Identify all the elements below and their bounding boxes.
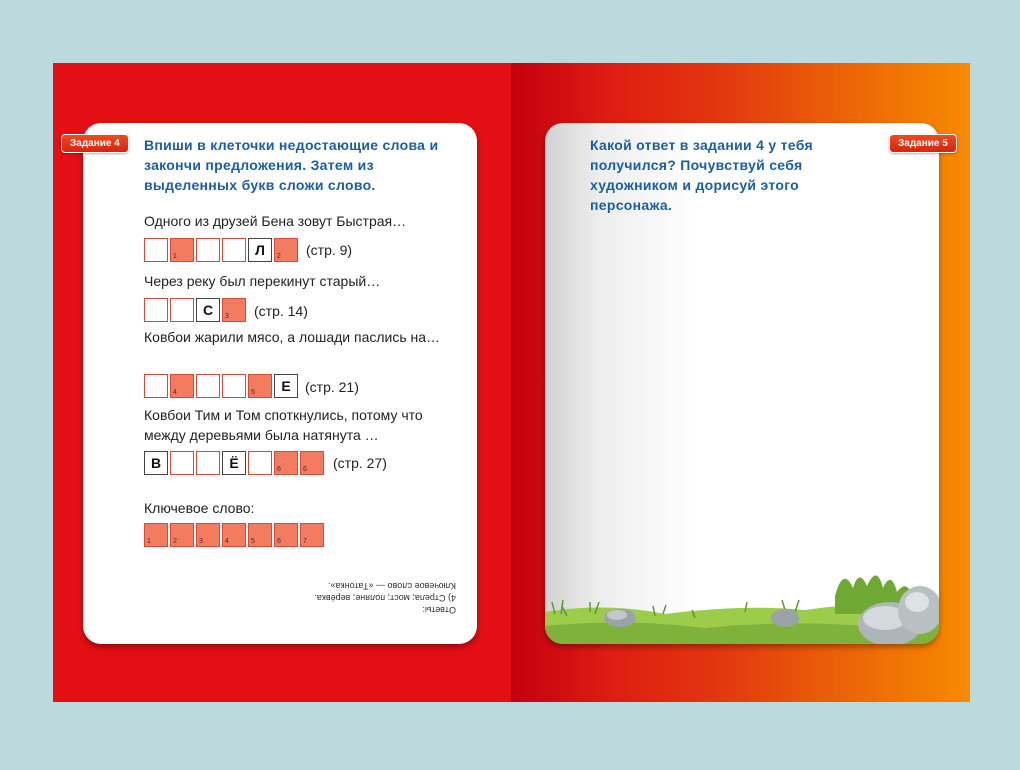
answer-cell[interactable] — [300, 451, 324, 475]
task-4-heading: Впиши в клеточки недостающие слова и закончи предложения. Затем из выделенных букв сложи слово. — [144, 137, 439, 193]
cell-number: 6 — [303, 466, 307, 473]
answer-cell — [196, 298, 220, 322]
answer-cell[interactable] — [144, 374, 168, 398]
cell-number: 2 — [277, 253, 281, 260]
page-ref-1: (стр. 9) — [306, 242, 353, 258]
answer-cell — [248, 238, 272, 262]
answer-cell[interactable] — [170, 374, 194, 398]
answer-cell[interactable] — [274, 451, 298, 475]
cell-number: 3 — [225, 313, 229, 320]
answer-cell[interactable] — [274, 238, 298, 262]
answer-cell[interactable] — [222, 374, 246, 398]
cell-letter: В — [150, 455, 162, 471]
answers-heading: Ответы: — [422, 605, 456, 615]
answer-boxes-3[interactable] — [144, 374, 300, 398]
task-5-heading: Какой ответ в задании 4 у тебя получился? Почувствуй себя художником и дорисуй этого персонажа. — [590, 137, 813, 213]
answers-keyword: Ключевое слово — «Татонка». — [327, 581, 456, 591]
task-4-tag: Задание 4 — [61, 134, 129, 153]
cell-number: 7 — [303, 538, 307, 545]
cell-number: 4 — [225, 538, 229, 545]
grass-rocks-illustration — [545, 574, 939, 644]
task-4-prompt-4: Ковбои Тим и Том споткнулись, потому что между деревьями была натянута … — [144, 407, 423, 443]
keyword-cell[interactable] — [248, 523, 272, 547]
cell-letter: Ё — [229, 455, 239, 471]
cell-number: 6 — [277, 538, 281, 545]
cell-number: 5 — [251, 538, 255, 545]
task-4-prompt-2: Через реку был перекинут старый… — [144, 273, 381, 289]
page-ref-2: (стр. 14) — [254, 303, 308, 319]
answers-line: 4) Стрела; мост; поляне; верёвка. — [314, 593, 456, 603]
answer-cell[interactable] — [144, 238, 168, 262]
answer-cell — [274, 374, 298, 398]
cell-number: 1 — [173, 253, 177, 260]
answer-cell[interactable] — [248, 451, 272, 475]
keyword-label: Ключевое слово: — [144, 500, 255, 516]
answer-cell[interactable] — [144, 298, 168, 322]
answer-boxes-1[interactable] — [144, 238, 300, 262]
cell-letter: Л — [255, 242, 265, 258]
cell-number: 2 — [173, 538, 177, 545]
answer-cell[interactable] — [222, 238, 246, 262]
answer-cell[interactable] — [196, 238, 220, 262]
answers-upside-down — [296, 580, 456, 616]
page-ref-3: (стр. 21) — [305, 379, 359, 395]
answer-cell[interactable] — [170, 298, 194, 322]
cell-number: 6 — [277, 466, 281, 473]
cell-letter: Е — [281, 378, 291, 394]
keyword-cell[interactable] — [196, 523, 220, 547]
answer-boxes-2[interactable] — [144, 298, 248, 322]
answer-cell[interactable] — [170, 238, 194, 262]
answer-cell — [144, 451, 168, 475]
keyword-boxes[interactable] — [144, 523, 326, 547]
answer-cell[interactable] — [196, 451, 220, 475]
answer-cell[interactable] — [222, 298, 246, 322]
cell-number: 3 — [199, 538, 203, 545]
keyword-cell[interactable] — [300, 523, 324, 547]
answer-cell — [222, 451, 246, 475]
cell-number: 4 — [173, 389, 177, 396]
keyword-cell[interactable] — [222, 523, 246, 547]
page-ref-4: (стр. 27) — [333, 455, 387, 471]
task-4-prompt-3: Ковбои жарили мясо, а лошади паслись на… — [144, 329, 441, 345]
cell-number: 1 — [147, 538, 151, 545]
task-5-tag: Задание 5 — [889, 134, 957, 153]
keyword-cell[interactable] — [274, 523, 298, 547]
answer-cell[interactable] — [196, 374, 220, 398]
answer-boxes-4[interactable] — [144, 451, 326, 475]
keyword-cell[interactable] — [170, 523, 194, 547]
cell-number: 5 — [251, 389, 255, 396]
answer-cell[interactable] — [170, 451, 194, 475]
keyword-cell[interactable] — [144, 523, 168, 547]
cell-letter: С — [202, 302, 214, 318]
answer-cell[interactable] — [248, 374, 272, 398]
task-4-prompt-1: Одного из друзей Бена зовут Быстрая… — [144, 213, 407, 229]
